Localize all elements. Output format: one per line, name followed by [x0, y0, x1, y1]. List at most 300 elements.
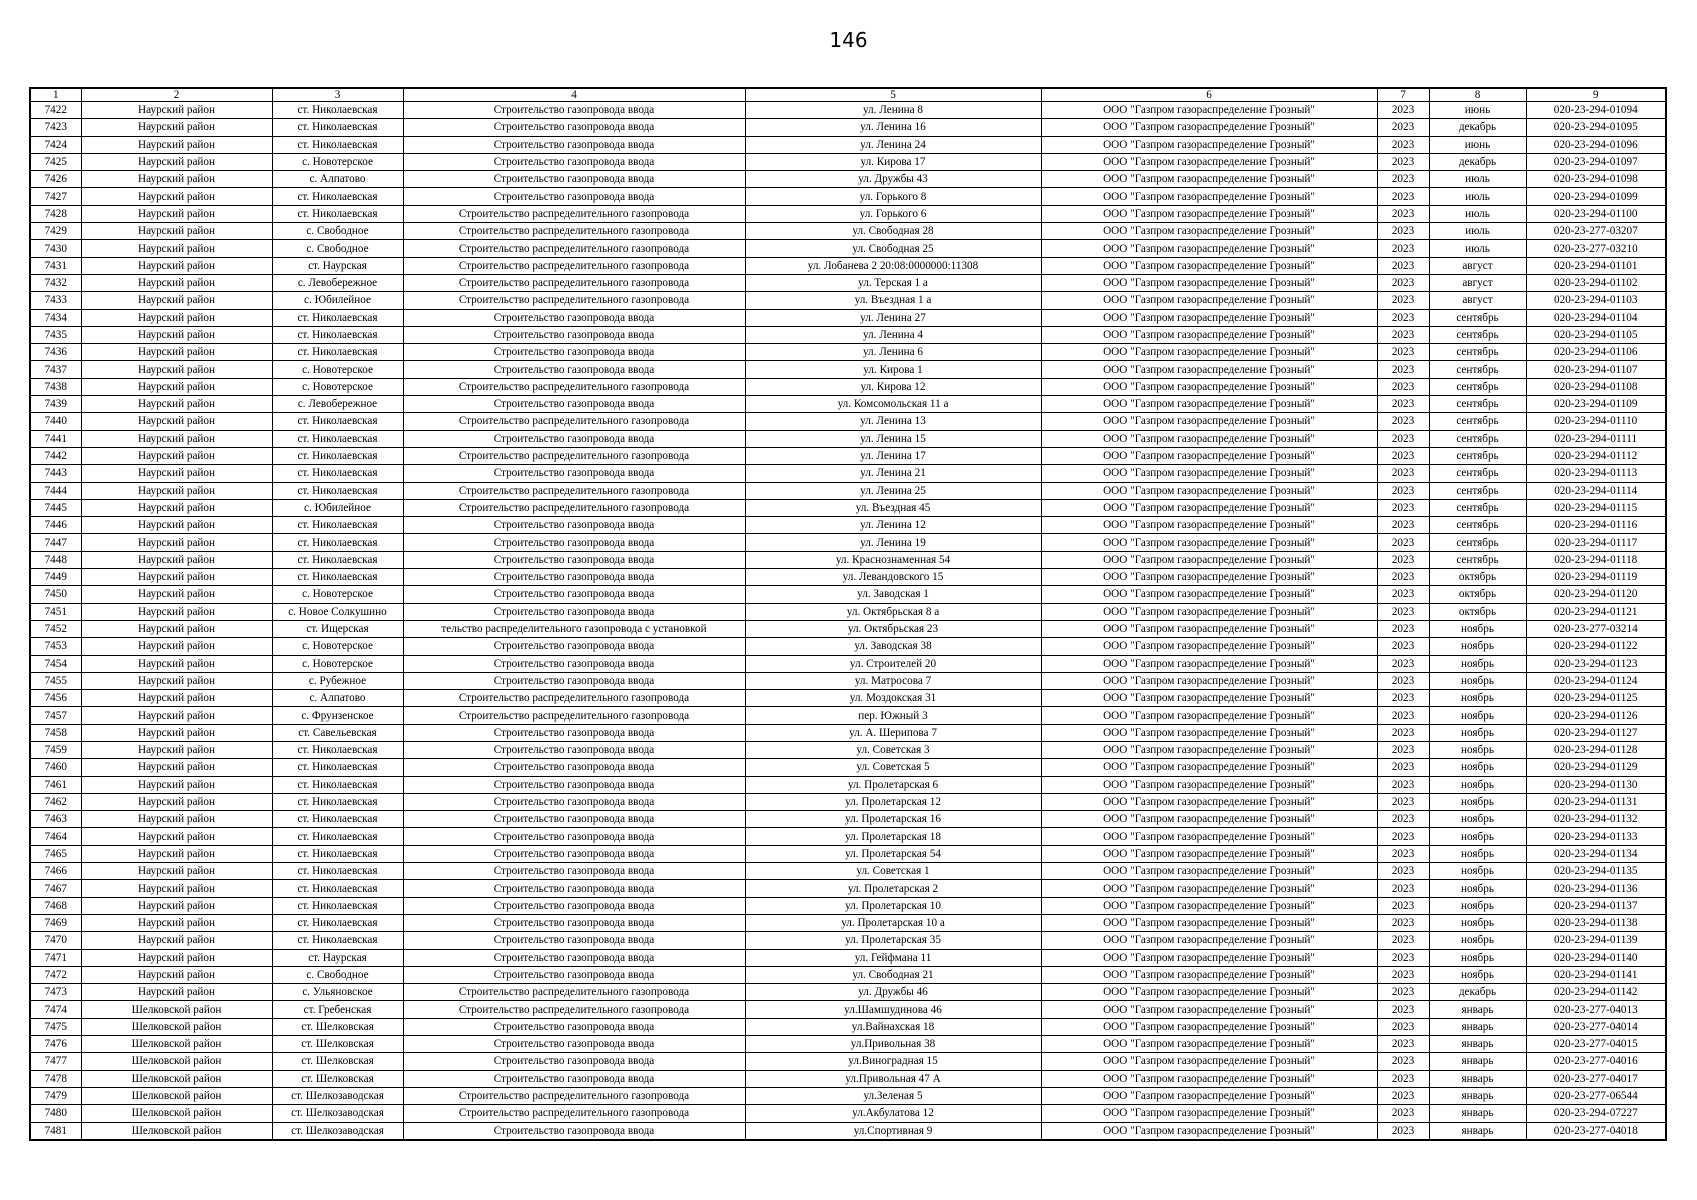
work-type-cell: Строительство газопровода ввода [403, 188, 745, 205]
year-cell: 2023 [1377, 707, 1429, 724]
code-cell: 020-23-294-01141 [1526, 966, 1666, 983]
organization-cell: ООО "Газпром газораспределение Грозный" [1041, 361, 1377, 378]
column-header: 9 [1526, 88, 1666, 102]
settlement-cell: ст. Николаевская [272, 897, 403, 914]
code-cell: 020-23-294-01102 [1526, 274, 1666, 291]
table-row [30, 845, 1666, 862]
code-cell: 020-23-294-01123 [1526, 655, 1666, 672]
table-row [30, 914, 1666, 931]
district-cell: Наурский район [81, 482, 272, 499]
work-type-cell: Строительство газопровода ввода [403, 551, 745, 568]
settlement-cell: ст. Николаевская [272, 741, 403, 758]
settlement-cell: с. Новотерское [272, 638, 403, 655]
settlement-cell: ст. Николаевская [272, 863, 403, 880]
address-cell: ул. Ленина 19 [745, 534, 1041, 551]
address-cell: пер. Южный 3 [745, 707, 1041, 724]
address-cell: ул. Терская 1 а [745, 274, 1041, 291]
address-cell: ул. Лобанева 2 20:08:0000000:11308 [745, 257, 1041, 274]
organization-cell: ООО "Газпром газораспределение Грозный" [1041, 569, 1377, 586]
table-row [30, 759, 1666, 776]
row-number-cell: 7466 [30, 863, 81, 880]
organization-cell: ООО "Газпром газораспределение Грозный" [1041, 136, 1377, 153]
organization-cell: ООО "Газпром газораспределение Грозный" [1041, 119, 1377, 136]
address-cell: ул. Ленина 4 [745, 326, 1041, 343]
district-cell: Наурский район [81, 811, 272, 828]
table-row [30, 1036, 1666, 1053]
column-header: 3 [272, 88, 403, 102]
row-number-cell: 7444 [30, 482, 81, 499]
district-cell: Наурский район [81, 188, 272, 205]
table-row [30, 1122, 1666, 1140]
row-number-cell: 7474 [30, 1001, 81, 1018]
address-cell: ул. Ленина 6 [745, 344, 1041, 361]
table-row [30, 880, 1666, 897]
row-number-cell: 7480 [30, 1105, 81, 1122]
table-row [30, 655, 1666, 672]
settlement-cell: ст. Николаевская [272, 413, 403, 430]
district-cell: Шелковской район [81, 1105, 272, 1122]
month-cell: октябрь [1429, 569, 1526, 586]
settlement-cell: с. Левобережное [272, 396, 403, 413]
table-row [30, 672, 1666, 689]
table-row [30, 707, 1666, 724]
settlement-cell: с. Алпатово [272, 690, 403, 707]
organization-cell: ООО "Газпром газораспределение Грозный" [1041, 551, 1377, 568]
month-cell: июль [1429, 188, 1526, 205]
table-row [30, 517, 1666, 534]
code-cell: 020-23-294-01101 [1526, 257, 1666, 274]
settlement-cell: ст. Николаевская [272, 914, 403, 931]
work-type-cell: Строительство газопровода ввода [403, 914, 745, 931]
table-row [30, 326, 1666, 343]
row-number-cell: 7448 [30, 551, 81, 568]
organization-cell: ООО "Газпром газораспределение Грозный" [1041, 620, 1377, 637]
work-type-cell: Строительство распределительного газопровода [403, 447, 745, 464]
year-cell: 2023 [1377, 1018, 1429, 1035]
code-cell: 020-23-294-01130 [1526, 776, 1666, 793]
code-cell: 020-23-294-01139 [1526, 932, 1666, 949]
code-cell: 020-23-277-03207 [1526, 223, 1666, 240]
work-type-cell: Строительство газопровода ввода [403, 102, 745, 119]
code-cell: 020-23-294-01127 [1526, 724, 1666, 741]
organization-cell: ООО "Газпром газораспределение Грозный" [1041, 534, 1377, 551]
settlement-cell: с. Новотерское [272, 153, 403, 170]
code-cell: 020-23-294-01126 [1526, 707, 1666, 724]
address-cell: ул.Виноградная 15 [745, 1053, 1041, 1070]
district-cell: Наурский район [81, 361, 272, 378]
work-type-cell: Строительство распределительного газопровода [403, 707, 745, 724]
table-row [30, 966, 1666, 983]
work-type-cell: Строительство газопровода ввода [403, 897, 745, 914]
settlement-cell: ст. Николаевская [272, 430, 403, 447]
month-cell: ноябрь [1429, 932, 1526, 949]
year-cell: 2023 [1377, 240, 1429, 257]
work-type-cell: Строительство газопровода ввода [403, 776, 745, 793]
address-cell: ул.Зеленая 5 [745, 1087, 1041, 1104]
row-number-cell: 7481 [30, 1122, 81, 1140]
district-cell: Наурский район [81, 240, 272, 257]
code-cell: 020-23-294-01107 [1526, 361, 1666, 378]
address-cell: ул. Свободная 25 [745, 240, 1041, 257]
table-row [30, 569, 1666, 586]
table-row [30, 1001, 1666, 1018]
district-cell: Наурский район [81, 257, 272, 274]
address-cell: ул. Ленина 24 [745, 136, 1041, 153]
settlement-cell: ст. Ищерская [272, 620, 403, 637]
district-cell: Наурский район [81, 863, 272, 880]
settlement-cell: с. Юбилейное [272, 499, 403, 516]
year-cell: 2023 [1377, 447, 1429, 464]
district-cell: Шелковской район [81, 1036, 272, 1053]
year-cell: 2023 [1377, 932, 1429, 949]
district-cell: Наурский район [81, 119, 272, 136]
district-cell: Наурский район [81, 534, 272, 551]
district-cell: Наурский район [81, 569, 272, 586]
work-type-cell: Строительство газопровода ввода [403, 361, 745, 378]
year-cell: 2023 [1377, 984, 1429, 1001]
organization-cell: ООО "Газпром газораспределение Грозный" [1041, 344, 1377, 361]
table-row [30, 638, 1666, 655]
table-row [30, 690, 1666, 707]
row-number-cell: 7438 [30, 378, 81, 395]
district-cell: Наурский район [81, 274, 272, 291]
district-cell: Наурский район [81, 949, 272, 966]
month-cell: август [1429, 257, 1526, 274]
month-cell: октябрь [1429, 586, 1526, 603]
code-cell: 020-23-294-01133 [1526, 828, 1666, 845]
table-row [30, 741, 1666, 758]
address-cell: ул. Левандовского 15 [745, 569, 1041, 586]
address-cell: ул. Кирова 12 [745, 378, 1041, 395]
address-cell: ул. Горького 6 [745, 205, 1041, 222]
work-type-cell: Строительство газопровода ввода [403, 638, 745, 655]
year-cell: 2023 [1377, 1001, 1429, 1018]
row-number-cell: 7460 [30, 759, 81, 776]
settlement-cell: ст. Шелкозаводская [272, 1105, 403, 1122]
settlement-cell: ст. Николаевская [272, 845, 403, 862]
year-cell: 2023 [1377, 897, 1429, 914]
district-cell: Наурский район [81, 430, 272, 447]
organization-cell: ООО "Газпром газораспределение Грозный" [1041, 741, 1377, 758]
work-type-cell: Строительство распределительного газопровода [403, 274, 745, 291]
work-type-cell: Строительство газопровода ввода [403, 759, 745, 776]
month-cell: ноябрь [1429, 655, 1526, 672]
column-header: 1 [30, 88, 81, 102]
table-row [30, 102, 1666, 119]
organization-cell: ООО "Газпром газораспределение Грозный" [1041, 776, 1377, 793]
address-cell: ул. Дружбы 43 [745, 171, 1041, 188]
district-cell: Наурский район [81, 465, 272, 482]
work-type-cell: Строительство газопровода ввода [403, 932, 745, 949]
district-cell: Наурский район [81, 707, 272, 724]
code-cell: 020-23-294-01105 [1526, 326, 1666, 343]
work-type-cell: Строительство газопровода ввода [403, 655, 745, 672]
code-cell: 020-23-294-01094 [1526, 102, 1666, 119]
district-cell: Наурский район [81, 171, 272, 188]
organization-cell: ООО "Газпром газораспределение Грозный" [1041, 240, 1377, 257]
address-cell: ул. Дружбы 46 [745, 984, 1041, 1001]
address-cell: ул. Въездная 1 а [745, 292, 1041, 309]
row-number-cell: 7471 [30, 949, 81, 966]
table-row [30, 863, 1666, 880]
year-cell: 2023 [1377, 845, 1429, 862]
month-cell: ноябрь [1429, 638, 1526, 655]
work-type-cell: Строительство распределительного газопровода [403, 378, 745, 395]
row-number-cell: 7478 [30, 1070, 81, 1087]
row-number-cell: 7451 [30, 603, 81, 620]
code-cell: 020-23-294-01104 [1526, 309, 1666, 326]
code-cell: 020-23-294-01129 [1526, 759, 1666, 776]
address-cell: ул. Ленина 21 [745, 465, 1041, 482]
code-cell: 020-23-294-01125 [1526, 690, 1666, 707]
data-table [29, 87, 1667, 1141]
row-number-cell: 7450 [30, 586, 81, 603]
code-cell: 020-23-294-01115 [1526, 499, 1666, 516]
organization-cell: ООО "Газпром газораспределение Грозный" [1041, 984, 1377, 1001]
address-cell: ул. Пролетарская 2 [745, 880, 1041, 897]
table-row [30, 257, 1666, 274]
month-cell: июнь [1429, 136, 1526, 153]
organization-cell: ООО "Газпром газораспределение Грозный" [1041, 309, 1377, 326]
row-number-cell: 7430 [30, 240, 81, 257]
row-number-cell: 7442 [30, 447, 81, 464]
table-row [30, 171, 1666, 188]
work-type-cell: Строительство газопровода ввода [403, 586, 745, 603]
month-cell: январь [1429, 1001, 1526, 1018]
row-number-cell: 7472 [30, 966, 81, 983]
district-cell: Наурский район [81, 136, 272, 153]
table-row [30, 430, 1666, 447]
settlement-cell: ст. Шелковская [272, 1036, 403, 1053]
settlement-cell: ст. Шелковская [272, 1053, 403, 1070]
district-cell: Наурский район [81, 966, 272, 983]
code-cell: 020-23-294-01095 [1526, 119, 1666, 136]
work-type-cell: Строительство газопровода ввода [403, 171, 745, 188]
code-cell: 020-23-277-04015 [1526, 1036, 1666, 1053]
code-cell: 020-23-277-04016 [1526, 1053, 1666, 1070]
work-type-cell: Строительство газопровода ввода [403, 811, 745, 828]
year-cell: 2023 [1377, 811, 1429, 828]
code-cell: 020-23-294-01110 [1526, 413, 1666, 430]
organization-cell: ООО "Газпром газораспределение Грозный" [1041, 517, 1377, 534]
address-cell: ул. Краснознаменная 54 [745, 551, 1041, 568]
district-cell: Наурский район [81, 672, 272, 689]
address-cell: ул. Комсомольская 11 а [745, 396, 1041, 413]
table-row [30, 1018, 1666, 1035]
year-cell: 2023 [1377, 223, 1429, 240]
organization-cell: ООО "Газпром газораспределение Грозный" [1041, 153, 1377, 170]
month-cell: июль [1429, 205, 1526, 222]
organization-cell: ООО "Газпром газораспределение Грозный" [1041, 586, 1377, 603]
district-cell: Наурский район [81, 741, 272, 758]
code-cell: 020-23-277-04018 [1526, 1122, 1666, 1140]
address-cell: ул. Горького 8 [745, 188, 1041, 205]
month-cell: январь [1429, 1018, 1526, 1035]
settlement-cell: с. Левобережное [272, 274, 403, 291]
address-cell: ул. Ленина 12 [745, 517, 1041, 534]
year-cell: 2023 [1377, 517, 1429, 534]
organization-cell: ООО "Газпром газораспределение Грозный" [1041, 914, 1377, 931]
settlement-cell: с. Новотерское [272, 378, 403, 395]
year-cell: 2023 [1377, 880, 1429, 897]
table-row [30, 361, 1666, 378]
month-cell: июль [1429, 223, 1526, 240]
work-type-cell: Строительство газопровода ввода [403, 517, 745, 534]
district-cell: Наурский район [81, 932, 272, 949]
table-row [30, 603, 1666, 620]
address-cell: ул. Гейфмана 11 [745, 949, 1041, 966]
work-type-cell: Строительство распределительного газопровода [403, 499, 745, 516]
settlement-cell: ст. Николаевская [272, 776, 403, 793]
address-cell: ул.Привольная 47 А [745, 1070, 1041, 1087]
year-cell: 2023 [1377, 690, 1429, 707]
address-cell: ул. Заводская 38 [745, 638, 1041, 655]
row-number-cell: 7441 [30, 430, 81, 447]
work-type-cell: Строительство газопровода ввода [403, 534, 745, 551]
organization-cell: ООО "Газпром газораспределение Грозный" [1041, 1105, 1377, 1122]
settlement-cell: ст. Савельевская [272, 724, 403, 741]
table-row [30, 897, 1666, 914]
code-cell: 020-23-294-01131 [1526, 793, 1666, 810]
code-cell: 020-23-294-01117 [1526, 534, 1666, 551]
district-cell: Наурский район [81, 102, 272, 119]
district-cell: Шелковской район [81, 1087, 272, 1104]
work-type-cell: Строительство распределительного газопровода [403, 223, 745, 240]
settlement-cell: ст. Николаевская [272, 447, 403, 464]
district-cell: Наурский район [81, 620, 272, 637]
settlement-cell: с. Новотерское [272, 655, 403, 672]
work-type-cell: Строительство распределительного газопровода [403, 482, 745, 499]
district-cell: Наурский район [81, 586, 272, 603]
work-type-cell: Строительство газопровода ввода [403, 880, 745, 897]
code-cell: 020-23-294-07227 [1526, 1105, 1666, 1122]
work-type-cell: Строительство газопровода ввода [403, 119, 745, 136]
district-cell: Наурский район [81, 690, 272, 707]
address-cell: ул. Въездная 45 [745, 499, 1041, 516]
work-type-cell: Строительство газопровода ввода [403, 326, 745, 343]
organization-cell: ООО "Газпром газораспределение Грозный" [1041, 655, 1377, 672]
address-cell: ул. Советская 3 [745, 741, 1041, 758]
code-cell: 020-23-294-01097 [1526, 153, 1666, 170]
work-type-cell: Строительство газопровода ввода [403, 153, 745, 170]
settlement-cell: с. Новотерское [272, 361, 403, 378]
district-cell: Наурский район [81, 499, 272, 516]
table-row [30, 1105, 1666, 1122]
year-cell: 2023 [1377, 638, 1429, 655]
settlement-cell: ст. Николаевская [272, 188, 403, 205]
table-row [30, 984, 1666, 1001]
column-number-row [30, 88, 1666, 102]
year-cell: 2023 [1377, 949, 1429, 966]
district-cell: Наурский район [81, 845, 272, 862]
column-header: 7 [1377, 88, 1429, 102]
code-cell: 020-23-277-03210 [1526, 240, 1666, 257]
row-number-cell: 7423 [30, 119, 81, 136]
district-cell: Шелковской район [81, 1018, 272, 1035]
address-cell: ул. Советская 5 [745, 759, 1041, 776]
organization-cell: ООО "Газпром газораспределение Грозный" [1041, 274, 1377, 291]
month-cell: сентябрь [1429, 517, 1526, 534]
table-row [30, 793, 1666, 810]
month-cell: сентябрь [1429, 447, 1526, 464]
month-cell: январь [1429, 1053, 1526, 1070]
district-cell: Наурский район [81, 793, 272, 810]
address-cell: ул. Заводская 1 [745, 586, 1041, 603]
month-cell: сентябрь [1429, 465, 1526, 482]
month-cell: ноябрь [1429, 863, 1526, 880]
address-cell: ул. Пролетарская 6 [745, 776, 1041, 793]
year-cell: 2023 [1377, 465, 1429, 482]
work-type-cell: тельство распределительного газопровода с установкой [403, 620, 745, 637]
district-cell: Наурский район [81, 292, 272, 309]
column-header: 6 [1041, 88, 1377, 102]
row-number-cell: 7427 [30, 188, 81, 205]
month-cell: июнь [1429, 102, 1526, 119]
table-row [30, 1087, 1666, 1104]
address-cell: ул. Пролетарская 10 [745, 897, 1041, 914]
settlement-cell: с. Свободное [272, 966, 403, 983]
organization-cell: ООО "Газпром газораспределение Грозный" [1041, 1001, 1377, 1018]
row-number-cell: 7473 [30, 984, 81, 1001]
year-cell: 2023 [1377, 586, 1429, 603]
address-cell: ул. А. Шерипова 7 [745, 724, 1041, 741]
address-cell: ул. Пролетарская 18 [745, 828, 1041, 845]
year-cell: 2023 [1377, 188, 1429, 205]
settlement-cell: ст. Николаевская [272, 344, 403, 361]
month-cell: январь [1429, 1070, 1526, 1087]
month-cell: ноябрь [1429, 759, 1526, 776]
month-cell: ноябрь [1429, 966, 1526, 983]
settlement-cell: с. Ульяновское [272, 984, 403, 1001]
month-cell: январь [1429, 1087, 1526, 1104]
settlement-cell: ст. Николаевская [272, 759, 403, 776]
month-cell: ноябрь [1429, 897, 1526, 914]
work-type-cell: Строительство распределительного газопровода [403, 292, 745, 309]
district-cell: Наурский район [81, 326, 272, 343]
organization-cell: ООО "Газпром газораспределение Грозный" [1041, 257, 1377, 274]
year-cell: 2023 [1377, 793, 1429, 810]
table-row [30, 776, 1666, 793]
year-cell: 2023 [1377, 655, 1429, 672]
table-row [30, 119, 1666, 136]
work-type-cell: Строительство распределительного газопровода [403, 690, 745, 707]
address-cell: ул. Ленина 8 [745, 102, 1041, 119]
organization-cell: ООО "Газпром газораспределение Грозный" [1041, 1070, 1377, 1087]
table-row [30, 396, 1666, 413]
work-type-cell: Строительство газопровода ввода [403, 1070, 745, 1087]
settlement-cell: ст. Николаевская [272, 205, 403, 222]
row-number-cell: 7465 [30, 845, 81, 862]
work-type-cell: Строительство газопровода ввода [403, 1053, 745, 1070]
address-cell: ул. Пролетарская 35 [745, 932, 1041, 949]
row-number-cell: 7422 [30, 102, 81, 119]
organization-cell: ООО "Газпром газораспределение Грозный" [1041, 880, 1377, 897]
row-number-cell: 7449 [30, 569, 81, 586]
code-cell: 020-23-294-01136 [1526, 880, 1666, 897]
work-type-cell: Строительство газопровода ввода [403, 845, 745, 862]
settlement-cell: ст. Николаевская [272, 482, 403, 499]
organization-cell: ООО "Газпром газораспределение Грозный" [1041, 1122, 1377, 1140]
year-cell: 2023 [1377, 344, 1429, 361]
organization-cell: ООО "Газпром газораспределение Грозный" [1041, 465, 1377, 482]
year-cell: 2023 [1377, 1122, 1429, 1140]
year-cell: 2023 [1377, 672, 1429, 689]
district-cell: Наурский район [81, 603, 272, 620]
month-cell: ноябрь [1429, 845, 1526, 862]
work-type-cell: Строительство газопровода ввода [403, 793, 745, 810]
row-number-cell: 7437 [30, 361, 81, 378]
settlement-cell: ст. Шелковская [272, 1018, 403, 1035]
